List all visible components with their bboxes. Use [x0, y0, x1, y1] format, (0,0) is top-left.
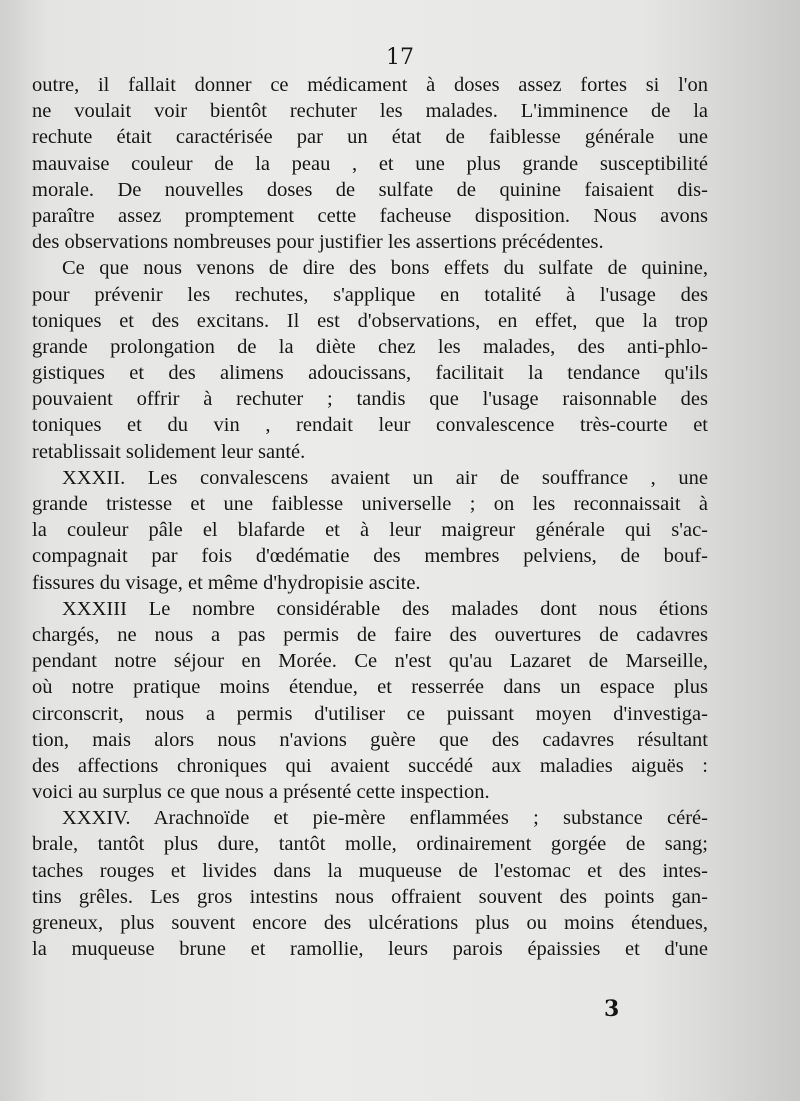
text-line: ne voulait voir bientôt rechuter les malades. L'imminence de la: [32, 100, 708, 123]
text-line: Ce que nous venons de dire des bons effets du sulfate de quinine,: [62, 257, 708, 280]
text-line: XXXIV. Arachnoïde et pie-mère enflammées ; substance céré-: [62, 807, 708, 830]
text-line: circonscrit, nous a permis d'utiliser ce puissant moyen d'investiga-: [32, 702, 708, 725]
text-line: pour prévenir les rechutes, s'applique en totalité à l'usage des: [32, 283, 708, 306]
text-line: mauvaise couleur de la peau , et une plus grande susceptibilité: [32, 152, 708, 175]
text-line: XXXIII Le nombre considérable des malades dont nous étions: [62, 597, 708, 620]
text-line: grande prolongation de la diète chez les malades, des anti-phlo-: [32, 335, 708, 358]
text-line: brale, tantôt plus dure, tantôt molle, ordinairement gorgée de sang;: [32, 833, 708, 856]
text-line: taches rouges et livides dans la muqueuse de l'estomac et des intes-: [32, 859, 708, 882]
text-line: greneux, plus souvent encore des ulcérations plus ou moins étendues,: [32, 912, 708, 934]
text-line: toniques et du vin , rendait leur convalescence très-courte et: [32, 414, 708, 437]
text-line: voici au surplus ce que nous a présenté cette inspection.: [32, 781, 490, 804]
body-text: [32, 72, 708, 962]
page-number: 17: [386, 45, 414, 70]
text-line: où notre pratique moins étendue, et resserrée dans un espace plus: [32, 676, 708, 699]
text-line: pouvaient offrir à rechuter ; tandis que l'usage raisonnable des: [32, 388, 708, 411]
text-line: des observations nombreuses pour justifier les assertions précédentes.: [32, 231, 604, 254]
text-line: gistiques et des alimens adoucissans, facilitait la tendance qu'ils: [32, 362, 708, 385]
signature-mark: 3: [604, 996, 620, 1022]
text-line: la muqueuse brune et ramollie, leurs parois épaissies et d'une: [32, 938, 708, 961]
text-line: fissures du visage, et même d'hydropisie ascite.: [32, 571, 421, 594]
text-line: des affections chroniques qui avaient succédé aux maladies aiguës :: [32, 754, 708, 777]
text-line: chargés, ne nous a pas permis de faire des ouvertures de cadavres: [32, 623, 708, 646]
text-line: XXXII. Les convalescens avaient un air de souffrance , une: [62, 466, 708, 489]
text-line: paraître assez promptement cette facheuse disposition. Nous avons: [32, 204, 708, 227]
text-line: pendant notre séjour en Morée. Ce n'est qu'au Lazaret de Marseille,: [32, 650, 708, 673]
text-line: morale. De nouvelles doses de sulfate de quinine faisaient dis-: [32, 178, 708, 201]
text-line: grande tristesse et une faiblesse universelle ; on les reconnaissait à: [32, 493, 708, 515]
text-line: tion, mais alors nous n'avions guère que des cadavres résultant: [32, 728, 708, 751]
text-line: la couleur pâle el blafarde et à leur maigreur générale qui s'ac-: [32, 519, 708, 542]
text-line: retablissait solidement leur santé.: [32, 440, 306, 463]
text-line: tins grêles. Les gros intestins nous offraient souvent des points gan-: [32, 885, 708, 908]
text-line: toniques et des excitans. Il est d'observations, en effet, que la trop: [32, 309, 708, 332]
text-line: outre, il fallait donner ce médicament à doses assez fortes si l'on: [32, 74, 708, 96]
text-line: compagnait par fois d'œdématie des membres pelviens, de bouf-: [32, 545, 708, 568]
text-line: rechute était caractérisée par un état de faiblesse générale une: [32, 126, 708, 149]
